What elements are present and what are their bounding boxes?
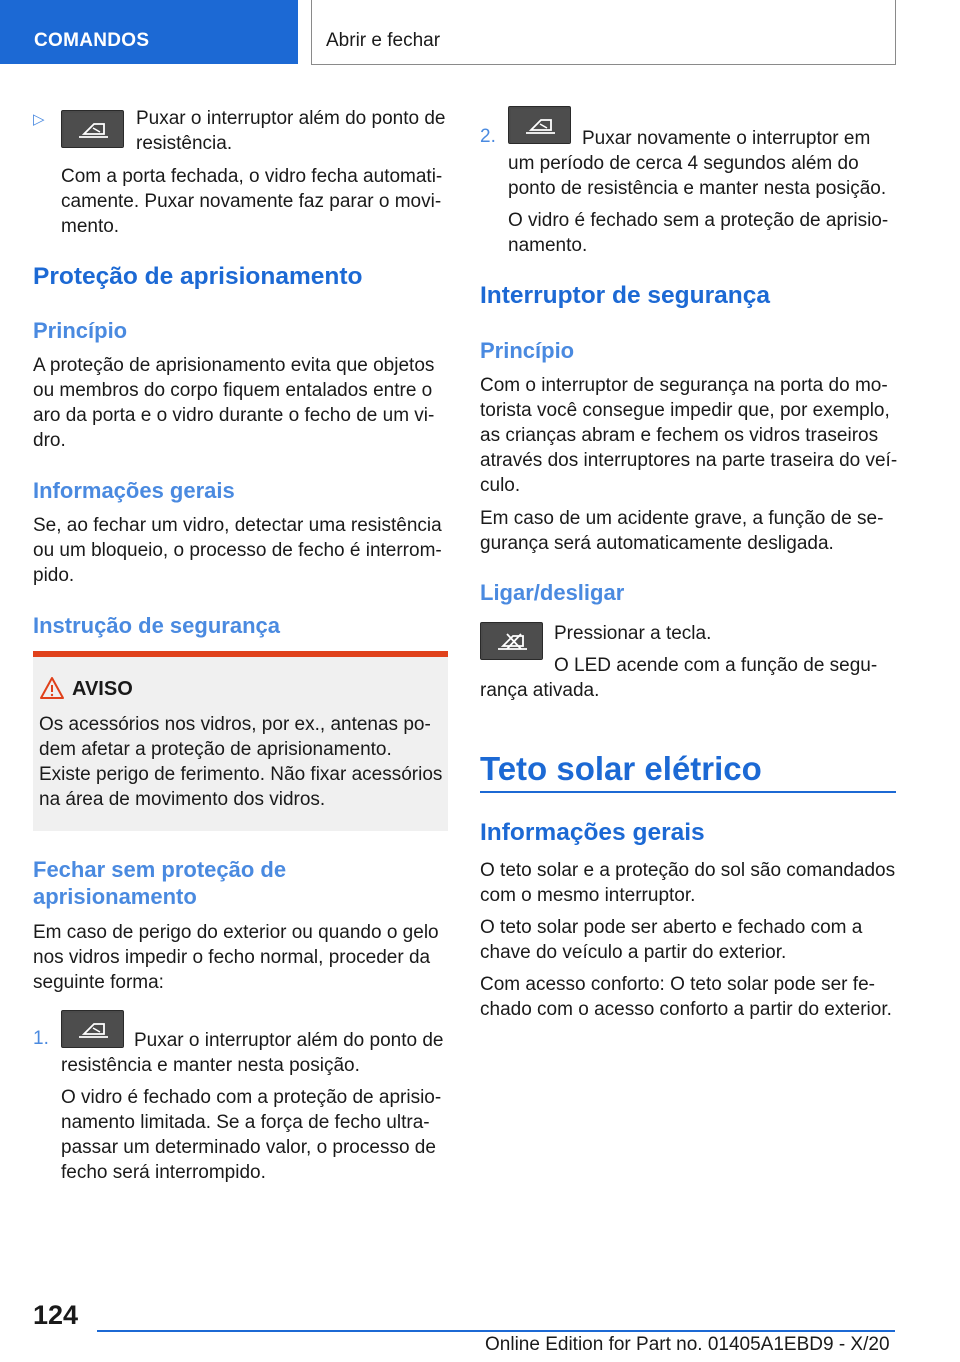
header-topic-box (311, 0, 896, 65)
paragraph-line: Com o interruptor de segurança na porta do mo- (480, 375, 888, 396)
step-text-line: Puxar o interruptor além do ponto de (134, 1030, 444, 1051)
paragraph-line: Com a porta fechada, o vidro fecha automati- (61, 166, 443, 187)
heading-rule (480, 791, 896, 793)
step-number: 2. (480, 126, 496, 147)
page-number: 124 (33, 1300, 79, 1330)
bullet-text-line: Puxar o interruptor além do ponto de (136, 108, 446, 129)
step-text-line: O vidro é fechado sem a proteção de aprisio- (508, 210, 889, 231)
paragraph-line: aro da porta e o vidro durante o fecho de um vi- (33, 405, 435, 426)
paragraph-line: dro. (33, 430, 66, 451)
warning-line: dem afetar a proteção de aprisionamento. (39, 739, 392, 760)
paragraph-line: torista você consegue impedir que, por exemplo, (480, 400, 890, 421)
warning-line: Existe perigo de ferimento. Não fixar acessórios (39, 764, 443, 785)
paragraph-line: A proteção de aprisionamento evita que objetos (33, 355, 435, 376)
heading-info-gerais: Informações gerais (33, 478, 235, 503)
paragraph-line: ou um bloqueio, o processo de fecho é interrom- (33, 540, 442, 561)
bullet-marker: ▷ (33, 111, 45, 128)
paragraph-line: as crianças abram e fechem os vidros traseiros (480, 425, 879, 446)
warning-line: na área de movimento dos vidros. (39, 789, 326, 810)
window-switch-icon (61, 110, 124, 148)
heading-interruptor: Interruptor de segurança (480, 282, 770, 309)
step-text-line: namento. (508, 235, 588, 256)
paragraph-line: pido. (33, 565, 75, 586)
warning-title: AVISO (72, 678, 133, 700)
heading-teto-solar: Teto solar elétrico (480, 750, 762, 787)
paragraph-line: através dos interruptores na parte traseira do veí- (480, 450, 898, 471)
heading-fechar: Fechar sem proteção de (33, 857, 287, 882)
paragraph-line: Pressionar a tecla. (554, 623, 712, 644)
paragraph-line: mento. (61, 216, 120, 237)
paragraph-line: O teto solar e a proteção do sol são comandados (480, 860, 896, 881)
paragraph-line: chave do veículo a partir do exterior. (480, 942, 787, 963)
paragraph-line: ou membros do corpo fiquem entalados entre o (33, 380, 433, 401)
paragraph-line: Se, ao fechar um vidro, detectar uma resistência (33, 515, 442, 536)
heading-principio: Princípio (480, 338, 575, 363)
step-text-line: resistência e manter nesta posição. (61, 1055, 360, 1076)
window-switch-icon (61, 1010, 124, 1048)
header-topic-label: Abrir e fechar (326, 30, 441, 51)
warning-triangle-icon (39, 676, 65, 700)
paragraph-line: Com acesso conforto: O teto solar pode ser fe- (480, 974, 875, 995)
paragraph-line: nos vidros impedir o fecho normal, proceder da (33, 947, 431, 968)
heading-ligar-desligar: Ligar/desligar (480, 580, 625, 605)
step-text-line: fecho será interrompido. (61, 1162, 266, 1183)
paragraph-line: Em caso de perigo do exterior ou quando o gelo (33, 922, 439, 943)
heading-principio: Princípio (33, 318, 128, 343)
paragraph-line: Em caso de um acidente grave, a função de se- (480, 508, 884, 529)
footer-edition: Online Edition for Part no. 01405A1EBD9 - X/20 (485, 1334, 890, 1355)
window-lock-switch-icon (480, 622, 543, 660)
bullet-text-line: resistência. (136, 133, 233, 154)
paragraph-line: culo. (480, 475, 521, 496)
step-text-line: ponto de resistência e manter nesta posição. (508, 178, 887, 199)
warning-line: Os acessórios nos vidros, por ex., antenas po- (39, 714, 431, 735)
footer-rule (97, 1330, 895, 1332)
paragraph-line: chado com o acesso conforto a partir do exterior. (480, 999, 892, 1020)
heading-instrucao: Instrução de segurança (33, 613, 280, 638)
heading-fechar-cont: aprisionamento (33, 884, 197, 909)
paragraph-line: O LED acende com a função de segu- (554, 655, 878, 676)
step-text-line: namento limitada. Se a força de fecho ultra- (61, 1112, 430, 1133)
paragraph-line: rança ativada. (480, 680, 600, 701)
paragraph-line: gurança será automaticamente desligada. (480, 533, 834, 554)
step-number: 1. (33, 1028, 49, 1049)
step-text-line: Puxar novamente o interruptor em (582, 128, 871, 149)
paragraph-line: O teto solar pode ser aberto e fechado com a (480, 917, 863, 938)
step-text-line: um período de cerca 4 segundos além do (508, 153, 859, 174)
step-text-line: O vidro é fechado com a proteção de aprisio- (61, 1087, 442, 1108)
header-section-tab (0, 0, 298, 64)
paragraph-line: com o mesmo interruptor. (480, 885, 696, 906)
header-section-label: COMANDOS (34, 30, 150, 51)
heading-info-gerais: Informações gerais (480, 819, 705, 846)
window-switch-icon (508, 106, 571, 144)
step-text-line: passar um determinado valor, o processo de (61, 1137, 436, 1158)
paragraph-line: camente. Puxar novamente faz parar o movi- (61, 191, 442, 212)
heading-protecao: Proteção de aprisionamento (33, 263, 363, 290)
paragraph-line: seguinte forma: (33, 972, 164, 993)
